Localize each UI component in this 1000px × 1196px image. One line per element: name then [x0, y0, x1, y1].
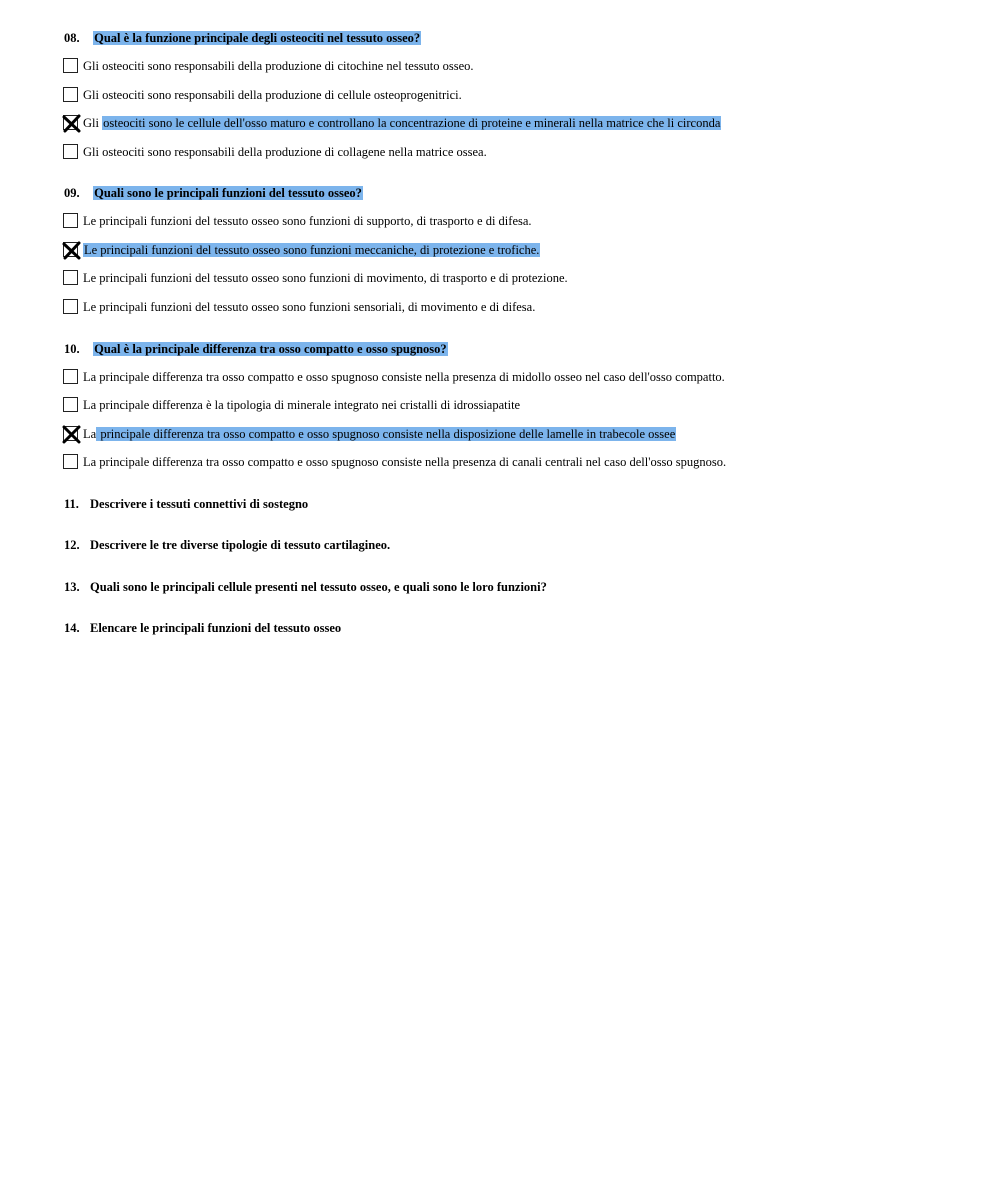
option-text-prefix: Gli — [83, 116, 103, 130]
checkbox[interactable] — [63, 270, 78, 285]
question-number: 12. — [64, 538, 80, 552]
question-text: Qual è la funzione principale degli osteociti nel tessuto osseo? — [94, 31, 421, 45]
checkbox-checked[interactable] — [63, 242, 78, 257]
option-text: La principale differenza tra osso compatto e osso spugnoso consiste nella presenza di canali centrali nel caso dell'osso spugnoso. — [83, 455, 727, 469]
question-09 — [64, 185, 363, 201]
option-text-highlighted: principale differenza tra osso compatto e osso spugnoso consiste nella disposizione delle lamelle in trabecole ossee — [97, 427, 676, 441]
checkbox[interactable] — [63, 58, 78, 73]
option-text — [83, 242, 540, 258]
question-10 — [64, 341, 448, 357]
open-question-14 — [64, 620, 341, 636]
option-text: Gli osteociti sono responsabili della produzione di citochine nel tessuto osseo. — [83, 59, 474, 73]
option-text: Le principali funzioni del tessuto osseo sono funzioni sensoriali, di movimento e di difesa. — [83, 300, 536, 314]
open-question-12 — [64, 537, 390, 553]
option-text: La principale differenza è la tipologia di minerale integrato nei cristalli di idrossiapatite — [83, 398, 521, 412]
option-text: Le principali funzioni del tessuto osseo sono funzioni di movimento, di trasporto e di protezione. — [83, 271, 568, 285]
question-number: 11. — [64, 497, 79, 511]
question-text: Quali sono le principali cellule presenti nel tessuto osseo, e quali sono le loro funzioni? — [90, 580, 547, 594]
question-08 — [64, 30, 421, 46]
checkbox[interactable] — [63, 454, 78, 469]
question-number: 10. — [64, 342, 80, 356]
open-question-13 — [64, 579, 547, 595]
option-text-highlighted: Le principali funzioni del tessuto osseo sono funzioni meccaniche, di protezione e trofiche. — [84, 243, 540, 257]
option-text-highlighted: osteociti sono le cellule dell'osso maturo e controllano la concentrazione di proteine e minerali nella matrice che li circonda — [103, 116, 721, 130]
option-text: Gli osteociti sono responsabili della produzione di collagene nella matrice ossea. — [83, 145, 487, 159]
checkbox-checked[interactable] — [63, 426, 78, 441]
option-text — [83, 115, 721, 131]
option-text: La principale differenza tra osso compatto e osso spugnoso consiste nella presenza di midollo osseo nel caso dell'osso compatto. — [83, 370, 725, 384]
checkbox-checked[interactable] — [63, 115, 78, 130]
question-number: 09. — [64, 186, 80, 200]
checkbox[interactable] — [63, 213, 78, 228]
check-mark-icon — [62, 241, 81, 260]
option-text — [83, 426, 676, 442]
check-mark-icon — [62, 425, 81, 444]
question-text: Elencare le principali funzioni del tessuto osseo — [90, 621, 342, 635]
question-number: 13. — [64, 580, 80, 594]
question-text: Qual è la principale differenza tra osso compatto e osso spugnoso? — [94, 342, 447, 356]
open-question-11 — [64, 496, 308, 512]
checkbox[interactable] — [63, 144, 78, 159]
checkbox[interactable] — [63, 299, 78, 314]
question-number: 14. — [64, 621, 80, 635]
question-text: Descrivere le tre diverse tipologie di tessuto cartilagineo. — [90, 538, 391, 552]
check-mark-icon — [62, 114, 81, 133]
option-text-prefix: La — [83, 427, 97, 441]
checkbox[interactable] — [63, 369, 78, 384]
checkbox[interactable] — [63, 397, 78, 412]
question-number: 08. — [64, 31, 80, 45]
question-text: Descrivere i tessuti connettivi di sostegno — [90, 497, 309, 511]
checkbox[interactable] — [63, 87, 78, 102]
option-text: Gli osteociti sono responsabili della produzione di cellule osteoprogenitrici. — [83, 88, 462, 102]
option-text: Le principali funzioni del tessuto osseo sono funzioni di supporto, di trasporto e di difesa. — [83, 214, 532, 228]
question-text: Quali sono le principali funzioni del tessuto osseo? — [94, 186, 362, 200]
